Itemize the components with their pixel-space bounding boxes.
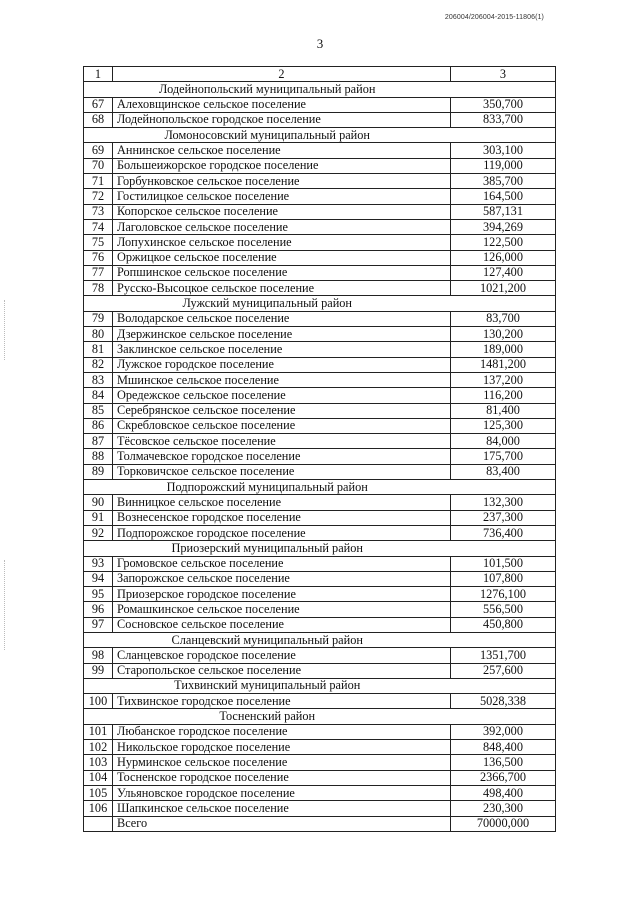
region-header-row bbox=[84, 678, 556, 693]
row-number: 68 bbox=[84, 112, 113, 127]
total-row bbox=[84, 816, 556, 831]
region-title: Подпорожский муниципальный район bbox=[84, 480, 451, 495]
amount-value: 350,700 bbox=[451, 97, 556, 112]
table-row bbox=[84, 97, 556, 112]
amount-value: 587,131 bbox=[451, 204, 556, 219]
amount-value: 130,200 bbox=[451, 327, 556, 342]
region-title-spacer bbox=[451, 632, 556, 647]
row-number: 77 bbox=[84, 265, 113, 280]
amount-value: 83,400 bbox=[451, 464, 556, 479]
table-row bbox=[84, 219, 556, 234]
settlement-name: Любанское городское поселение bbox=[113, 724, 451, 739]
region-header-row bbox=[84, 541, 556, 556]
amount-value: 137,200 bbox=[451, 372, 556, 387]
table-row bbox=[84, 357, 556, 372]
settlement-name: Оредежское сельское поселение bbox=[113, 388, 451, 403]
settlement-name: Торковичское сельское поселение bbox=[113, 464, 451, 479]
amount-value: 230,300 bbox=[451, 801, 556, 816]
margin-scan-marks bbox=[4, 300, 13, 360]
row-number: 93 bbox=[84, 556, 113, 571]
row-number: 84 bbox=[84, 388, 113, 403]
row-number: 104 bbox=[84, 770, 113, 785]
region-title-spacer bbox=[451, 296, 556, 311]
row-number: 95 bbox=[84, 587, 113, 602]
table-row bbox=[84, 158, 556, 173]
amount-value: 392,000 bbox=[451, 724, 556, 739]
region-header-row bbox=[84, 82, 556, 97]
row-number: 76 bbox=[84, 250, 113, 265]
settlement-name: Вознесенское городское поселение bbox=[113, 510, 451, 525]
allocation-table bbox=[83, 66, 556, 832]
row-number: 88 bbox=[84, 449, 113, 464]
amount-value: 1276,100 bbox=[451, 587, 556, 602]
row-number: 94 bbox=[84, 571, 113, 586]
row-number: 106 bbox=[84, 801, 113, 816]
region-title-spacer bbox=[451, 709, 556, 724]
table-row bbox=[84, 342, 556, 357]
region-header-row bbox=[84, 632, 556, 647]
table-row bbox=[84, 372, 556, 387]
region-title: Лужский муниципальный район bbox=[84, 296, 451, 311]
table-row bbox=[84, 174, 556, 189]
amount-value: 257,600 bbox=[451, 663, 556, 678]
settlement-name: Русско-Высоцкое сельское поселение bbox=[113, 281, 451, 296]
settlement-name: Тосненское городское поселение bbox=[113, 770, 451, 785]
amount-value: 1481,200 bbox=[451, 357, 556, 372]
settlement-name: Мшинское сельское поселение bbox=[113, 372, 451, 387]
table-row bbox=[84, 556, 556, 571]
table-row bbox=[84, 112, 556, 127]
amount-value: 81,400 bbox=[451, 403, 556, 418]
row-number: 103 bbox=[84, 755, 113, 770]
table-row bbox=[84, 602, 556, 617]
amount-value: 107,800 bbox=[451, 571, 556, 586]
table-row bbox=[84, 785, 556, 800]
row-number: 90 bbox=[84, 495, 113, 510]
document-id: 206004/206004-2015-11806(1) bbox=[444, 14, 544, 21]
settlement-name: Тёсовское сельское поселение bbox=[113, 434, 451, 449]
table-row bbox=[84, 495, 556, 510]
total-number bbox=[84, 816, 113, 831]
table-row bbox=[84, 265, 556, 280]
amount-value: 83,700 bbox=[451, 311, 556, 326]
settlement-name: Нурминское сельское поселение bbox=[113, 755, 451, 770]
region-title-spacer bbox=[451, 678, 556, 693]
table-row bbox=[84, 770, 556, 785]
row-number: 83 bbox=[84, 372, 113, 387]
settlement-name: Ромашкинское сельское поселение bbox=[113, 602, 451, 617]
settlement-name: Никольское городское поселение bbox=[113, 740, 451, 755]
settlement-name: Заклинское сельское поселение bbox=[113, 342, 451, 357]
row-number: 69 bbox=[84, 143, 113, 158]
table-row bbox=[84, 449, 556, 464]
row-number: 97 bbox=[84, 617, 113, 632]
region-header-row bbox=[84, 480, 556, 495]
amount-value: 101,500 bbox=[451, 556, 556, 571]
table-row bbox=[84, 571, 556, 586]
total-value: 70000,000 bbox=[451, 816, 556, 831]
page-number: 3 bbox=[316, 36, 324, 51]
table-row bbox=[84, 648, 556, 663]
settlement-name: Гостилицкое сельское поселение bbox=[113, 189, 451, 204]
region-title: Лодейнопольский муниципальный район bbox=[84, 82, 451, 97]
region-header-row bbox=[84, 296, 556, 311]
settlement-name: Копорское сельское поселение bbox=[113, 204, 451, 219]
row-number: 100 bbox=[84, 694, 113, 709]
settlement-name: Лаголовское сельское поселение bbox=[113, 219, 451, 234]
region-header-row bbox=[84, 128, 556, 143]
amount-value: 237,300 bbox=[451, 510, 556, 525]
amount-value: 175,700 bbox=[451, 449, 556, 464]
table-row bbox=[84, 388, 556, 403]
amount-value: 556,500 bbox=[451, 602, 556, 617]
settlement-name: Горбунковское сельское поселение bbox=[113, 174, 451, 189]
table-row bbox=[84, 587, 556, 602]
settlement-name: Оржицкое сельское поселение bbox=[113, 250, 451, 265]
row-number: 96 bbox=[84, 602, 113, 617]
row-number: 75 bbox=[84, 235, 113, 250]
settlement-name: Лопухинское сельское поселение bbox=[113, 235, 451, 250]
row-number: 73 bbox=[84, 204, 113, 219]
row-number: 81 bbox=[84, 342, 113, 357]
table-row bbox=[84, 755, 556, 770]
header-row bbox=[84, 67, 556, 82]
row-number: 102 bbox=[84, 740, 113, 755]
header-cell: 1 bbox=[84, 67, 113, 82]
settlement-name: Ропшинское сельское поселение bbox=[113, 265, 451, 280]
amount-value: 136,500 bbox=[451, 755, 556, 770]
settlement-name: Винницкое сельское поселение bbox=[113, 495, 451, 510]
settlement-name: Лодейнопольское городское поселение bbox=[113, 112, 451, 127]
amount-value: 833,700 bbox=[451, 112, 556, 127]
settlement-name: Большеижорское городское поселение bbox=[113, 158, 451, 173]
amount-value: 125,300 bbox=[451, 418, 556, 433]
region-title-spacer bbox=[451, 128, 556, 143]
table-row bbox=[84, 525, 556, 540]
amount-value: 2366,700 bbox=[451, 770, 556, 785]
table-row bbox=[84, 434, 556, 449]
settlement-name: Серебрянское сельское поселение bbox=[113, 403, 451, 418]
table-row bbox=[84, 464, 556, 479]
settlement-name: Лужское городское поселение bbox=[113, 357, 451, 372]
region-title: Ломоносовский муниципальный район bbox=[84, 128, 451, 143]
settlement-name: Тихвинское городское поселение bbox=[113, 694, 451, 709]
row-number: 101 bbox=[84, 724, 113, 739]
table-row bbox=[84, 724, 556, 739]
table-row bbox=[84, 510, 556, 525]
table-row bbox=[84, 403, 556, 418]
amount-value: 126,000 bbox=[451, 250, 556, 265]
row-number: 82 bbox=[84, 357, 113, 372]
table-row bbox=[84, 250, 556, 265]
row-number: 71 bbox=[84, 174, 113, 189]
row-number: 99 bbox=[84, 663, 113, 678]
header-cell: 2 bbox=[113, 67, 451, 82]
table-row bbox=[84, 694, 556, 709]
settlement-name: Володарское сельское поселение bbox=[113, 311, 451, 326]
table-row bbox=[84, 418, 556, 433]
row-number: 79 bbox=[84, 311, 113, 326]
table-row bbox=[84, 204, 556, 219]
row-number: 85 bbox=[84, 403, 113, 418]
amount-value: 132,300 bbox=[451, 495, 556, 510]
settlement-name: Запорожское сельское поселение bbox=[113, 571, 451, 586]
row-number: 67 bbox=[84, 97, 113, 112]
amount-value: 498,400 bbox=[451, 785, 556, 800]
row-number: 70 bbox=[84, 158, 113, 173]
row-number: 92 bbox=[84, 525, 113, 540]
settlement-name: Старопольское сельское поселение bbox=[113, 663, 451, 678]
settlement-name: Алеховщинское сельское поселение bbox=[113, 97, 451, 112]
settlement-name: Аннинское сельское поселение bbox=[113, 143, 451, 158]
settlement-name: Приозерское городское поселение bbox=[113, 587, 451, 602]
header-cell: 3 bbox=[451, 67, 556, 82]
settlement-name: Подпорожское городское поселение bbox=[113, 525, 451, 540]
amount-value: 736,400 bbox=[451, 525, 556, 540]
region-title: Тихвинский муниципальный район bbox=[84, 678, 451, 693]
table-row bbox=[84, 327, 556, 342]
amount-value: 84,000 bbox=[451, 434, 556, 449]
amount-value: 1021,200 bbox=[451, 281, 556, 296]
row-number: 72 bbox=[84, 189, 113, 204]
margin-scan-marks bbox=[4, 560, 13, 650]
table-row bbox=[84, 235, 556, 250]
region-title: Сланцевский муниципальный район bbox=[84, 632, 451, 647]
amount-value: 848,400 bbox=[451, 740, 556, 755]
amount-value: 119,000 bbox=[451, 158, 556, 173]
table-row bbox=[84, 617, 556, 632]
region-header-row bbox=[84, 709, 556, 724]
settlement-name: Ульяновское городское поселение bbox=[113, 785, 451, 800]
region-title: Тосненский район bbox=[84, 709, 451, 724]
region-title: Приозерский муниципальный район bbox=[84, 541, 451, 556]
table-row bbox=[84, 281, 556, 296]
amount-value: 5028,338 bbox=[451, 694, 556, 709]
row-number: 74 bbox=[84, 219, 113, 234]
amount-value: 122,500 bbox=[451, 235, 556, 250]
settlement-name: Дзержинское сельское поселение bbox=[113, 327, 451, 342]
settlement-name: Толмачевское городское поселение bbox=[113, 449, 451, 464]
settlement-name: Громовское сельское поселение bbox=[113, 556, 451, 571]
total-label: Всего bbox=[113, 816, 451, 831]
amount-value: 303,100 bbox=[451, 143, 556, 158]
table-row bbox=[84, 311, 556, 326]
amount-value: 116,200 bbox=[451, 388, 556, 403]
table-row bbox=[84, 801, 556, 816]
amount-value: 127,400 bbox=[451, 265, 556, 280]
row-number: 86 bbox=[84, 418, 113, 433]
row-number: 98 bbox=[84, 648, 113, 663]
table-row bbox=[84, 189, 556, 204]
table-row bbox=[84, 143, 556, 158]
settlement-name: Шапкинское сельское поселение bbox=[113, 801, 451, 816]
region-title-spacer bbox=[451, 480, 556, 495]
row-number: 105 bbox=[84, 785, 113, 800]
table-row bbox=[84, 740, 556, 755]
amount-value: 450,800 bbox=[451, 617, 556, 632]
row-number: 80 bbox=[84, 327, 113, 342]
table-row bbox=[84, 663, 556, 678]
row-number: 87 bbox=[84, 434, 113, 449]
settlement-name: Сосновское сельское поселение bbox=[113, 617, 451, 632]
row-number: 78 bbox=[84, 281, 113, 296]
settlement-name: Скребловское сельское поселение bbox=[113, 418, 451, 433]
region-title-spacer bbox=[451, 82, 556, 97]
amount-value: 164,500 bbox=[451, 189, 556, 204]
amount-value: 1351,700 bbox=[451, 648, 556, 663]
row-number: 91 bbox=[84, 510, 113, 525]
settlement-name: Сланцевское городское поселение bbox=[113, 648, 451, 663]
amount-value: 394,269 bbox=[451, 219, 556, 234]
amount-value: 189,000 bbox=[451, 342, 556, 357]
region-title-spacer bbox=[451, 541, 556, 556]
amount-value: 385,700 bbox=[451, 174, 556, 189]
row-number: 89 bbox=[84, 464, 113, 479]
